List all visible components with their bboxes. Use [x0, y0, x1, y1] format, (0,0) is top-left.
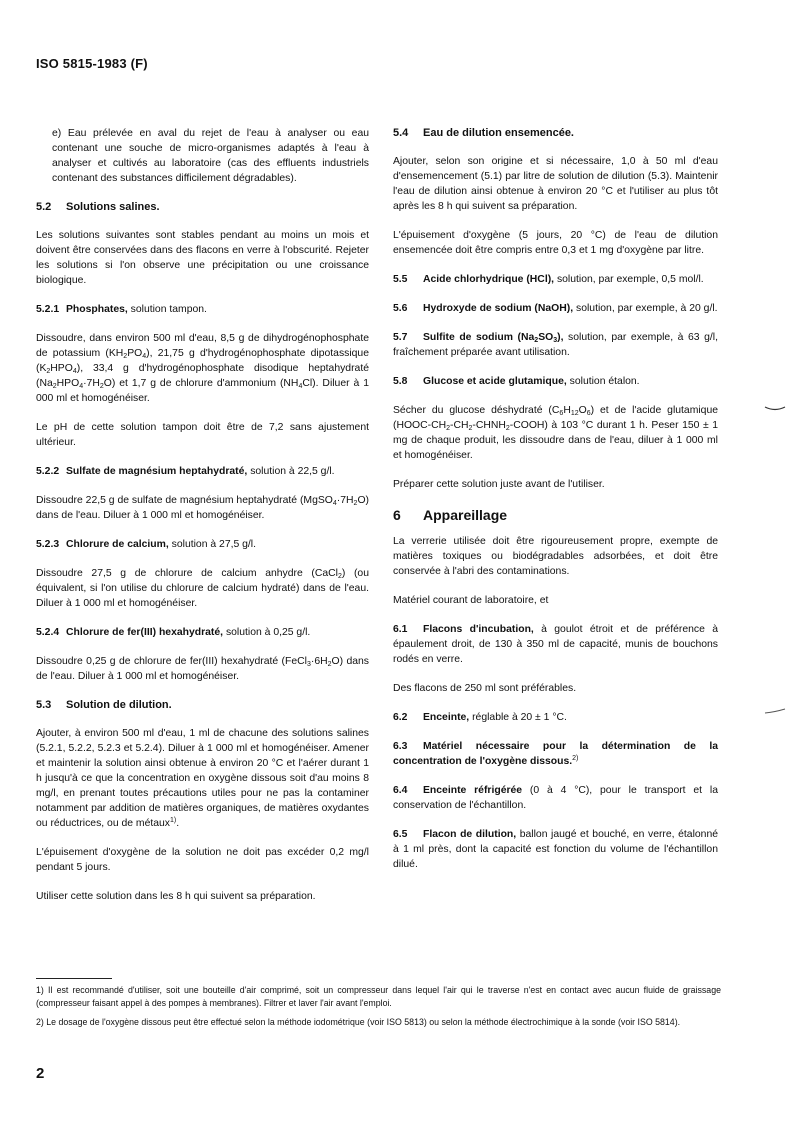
section-5-4-oxygen-note: L'épuisement d'oxygène (5 jours, 20 °C) de l'eau de dilution ensemencée doit être compris entre 0,3 et 1 mg d'oxygène par litre. [393, 230, 718, 256]
section-5-2-4-heading: 5.2.4 Chlorure de fer(III) hexahydraté, solution à 0,25 g/l. [36, 627, 311, 638]
footnote-1: 1) Il est recommandé d'utiliser, soit une bouteille d'air comprimé, soit un compresseur dans lequel l'air qui le traverse n'est en contact avec aucun fluide de graissage (compresseur faisant appel à des pompes à membranes). Filtrer et laver l'air avant l'emploi. [36, 985, 721, 1008]
section-5-2-heading: 5.2 Solutions salines. [36, 201, 160, 213]
section-5-4-heading: 5.4 Eau de dilution ensemencée. [393, 127, 574, 139]
footnote-ref-2: 2) [572, 755, 579, 762]
left-column [36, 126, 369, 918]
right-column [393, 126, 718, 886]
section-5-5-heading: 5.5 Acide chlorhydrique (HCl), solution, par exemple, 0,5 mol/l. [393, 274, 704, 285]
footnote-divider [36, 978, 112, 979]
section-5-2-3-text: Dissoudre 27,5 g de chlorure de calcium anhydre (CaCl$_2$) (ou équivalent, si l'on utilise du chlorure de calcium hydraté) dans de l'eau. Diluer à 1 000 ml et homogénéiser. [36, 568, 369, 609]
section-5-2-2-text: Dissoudre 22,5 g de sulfate de magnésium heptahydraté $(MgSO_4\cdot 7H_2O)$ dans de l'eau. Diluer à 1 000 ml et homogénéiser. [36, 495, 369, 521]
section-6-5-heading: 6.5 Flacon de dilution, ballon jaugé et bouché, en verre, étalonné à 1 ml près, dont la capacité est fonction du volume de l'échantillon dilué. [393, 829, 718, 870]
section-5-2-2-heading: 5.2.2 Sulfate de magnésium heptahydraté, solution à 22,5 g/l. [36, 466, 335, 477]
section-5-2-1-heading: 5.2.1 Phosphates, solution tampon. [36, 304, 207, 315]
section-5-2-4-text: Dissoudre 0,25 g de chlorure de fer(III) hexahydraté $(FeCl_3\cdot 6H_2O)$ dans de l'eau. Diluer à 1 000 ml et homogénéiser. [36, 656, 369, 682]
section-5-3-heading: 5.3 Solution de dilution. [36, 699, 172, 711]
section-6-lab-equipment: Matériel courant de laboratoire, et [393, 595, 549, 606]
section-5-2-1-text: Dissoudre, dans environ 500 ml d'eau, 8,5 g de dihydrogénophosphate de potassium $(KH_2PO_4)$, 21,75 g d'hydrogénophosphate dipotassique $(K_2HPO_4)$, 33,4 g d'hydrogénophosphate disodique heptahydraté $(Na_2HPO_4\cdot 7H_2O)$ et 1,7 g de chlorure d'ammonium $(NH_4Cl)$. Diluer à 1 000 ml et homogénéiser. [36, 333, 369, 404]
section-5-2-text: Les solutions suivantes sont stables pendant au moins un mois et doivent être conservées dans des flacons en verre à l'obscurité. Rejeter les solutions si l'on observe une précipitation ou une croissance biologique. [36, 230, 369, 286]
section-6-text: La verrerie utilisée doit être rigoureusement propre, exempte de matières toxiques ou biodégradables adsorbées, et doit être conservée à l'abri des contaminations. [393, 536, 718, 577]
section-5-3-oxygen-note: L'épuisement d'oxygène de la solution ne doit pas excéder 0,2 mg/l pendant 5 jours. [36, 847, 369, 873]
section-5-3-text: Ajouter, à environ 500 ml d'eau, 1 ml de chacune des solutions salines (5.2.1, 5.2.2, 5.2.3 et 5.2.4). Diluer à 1 000 ml et homogénéiser. Amener et maintenir la solution ainsi obtenue à environ 20 °C et l'aérer durant 1 h jusqu'à ce que la concentration en oxygène dissous soit d'au moins 8 mg/l, en prenant toutes précautions utiles pour ne pas la contaminer notamment par addition de matières organiques, de matières oxydantes ou réductrices, ou de métaux$^{1)}$. [36, 728, 369, 829]
footnote-2: 2) Le dosage de l'oxygène dissous peut être effectué selon la méthode iodométrique (voir ISO 5813) ou selon la méthode électrochimique à la sonde (voir ISO 5814). [36, 1017, 681, 1027]
document-header: ISO 5815-1983 (F) [36, 56, 148, 71]
section-5-4-text: Ajouter, selon son origine et si nécessaire, 1,0 à 50 ml d'eau d'ensemencement (5.1) par litre de solution de dilution (5.3). Maintenir l'eau de dilution ainsi obtenue à environ 20 °C et l'utiliser au plus tôt après les 8 h qui suivent sa préparation. [393, 156, 718, 212]
section-5-8-prep-note: Préparer cette solution juste avant de l'utiliser. [393, 479, 605, 490]
section-6-2-heading: 6.2 Enceinte, réglable à 20 ± 1 °C. [393, 712, 567, 723]
list-item-e: e) Eau prélevée en aval du rejet de l'eau à analyser ou eau contenant une souche de micro-organismes adaptés à l'eau à analyser et cultivés au laboratoire (cas des effluents industriels contenant des substances difficilement dégradables). [52, 128, 369, 184]
footnote-ref-1: 1) [170, 817, 177, 824]
margin-mark [764, 708, 786, 716]
section-6-1-note: Des flacons de 250 ml sont préférables. [393, 683, 577, 694]
section-5-3-usage-note: Utiliser cette solution dans les 8 h qui suivent sa préparation. [36, 891, 316, 902]
section-6-1-heading: 6.1 Flacons d'incubation, à goulot étroit et de préférence à épaulement droit, de 130 à 350 ml de capacité, munis de bouchons rodés en verre. [393, 624, 718, 665]
section-6-4-heading: 6.4 Enceinte réfrigérée (0 à 4 °C), pour le transport et la conservation de l'échantillon. [393, 785, 718, 811]
section-5-2-3-heading: 5.2.3 Chlorure de calcium, solution à 27,5 g/l. [36, 539, 257, 550]
section-5-6-heading: 5.6 Hydroxyde de sodium (NaOH), solution, par exemple, à 20 g/l. [393, 303, 718, 314]
section-5-8-heading: 5.8 Glucose et acide glutamique, solution étalon. [393, 376, 640, 387]
page-number: 2 [36, 1065, 45, 1082]
margin-mark [764, 404, 786, 412]
section-5-2-1-ph-note: Le pH de cette solution tampon doit être de 7,2 sans ajustement ultérieur. [36, 422, 369, 448]
section-5-8-text: Sécher du glucose déshydraté $(C_6H_{12}O_6)$ et de l'acide glutamique $(HOOC-CH_2-CH_2-CHNH_2-COOH)$ à 103 °C durant 1 h. Peser 150 ± 1 mg de chaque produit, les dissoudre dans de l'eau, diluer à 1 000 ml et homogénéiser. [393, 405, 718, 461]
section-6-heading: 6 Appareillage [393, 507, 508, 523]
section-5-7-heading: 5.7 Sulfite de sodium $(Na_2SO_3)$, solution, par exemple, à 63 g/l, fraîchement préparée avant utilisation. [393, 332, 718, 358]
footnotes [36, 984, 721, 1035]
section-6-3-heading: 6.3 Matériel nécessaire pour la détermination de la concentration de l'oxygène dissous.$^{2)}$ [393, 741, 718, 767]
